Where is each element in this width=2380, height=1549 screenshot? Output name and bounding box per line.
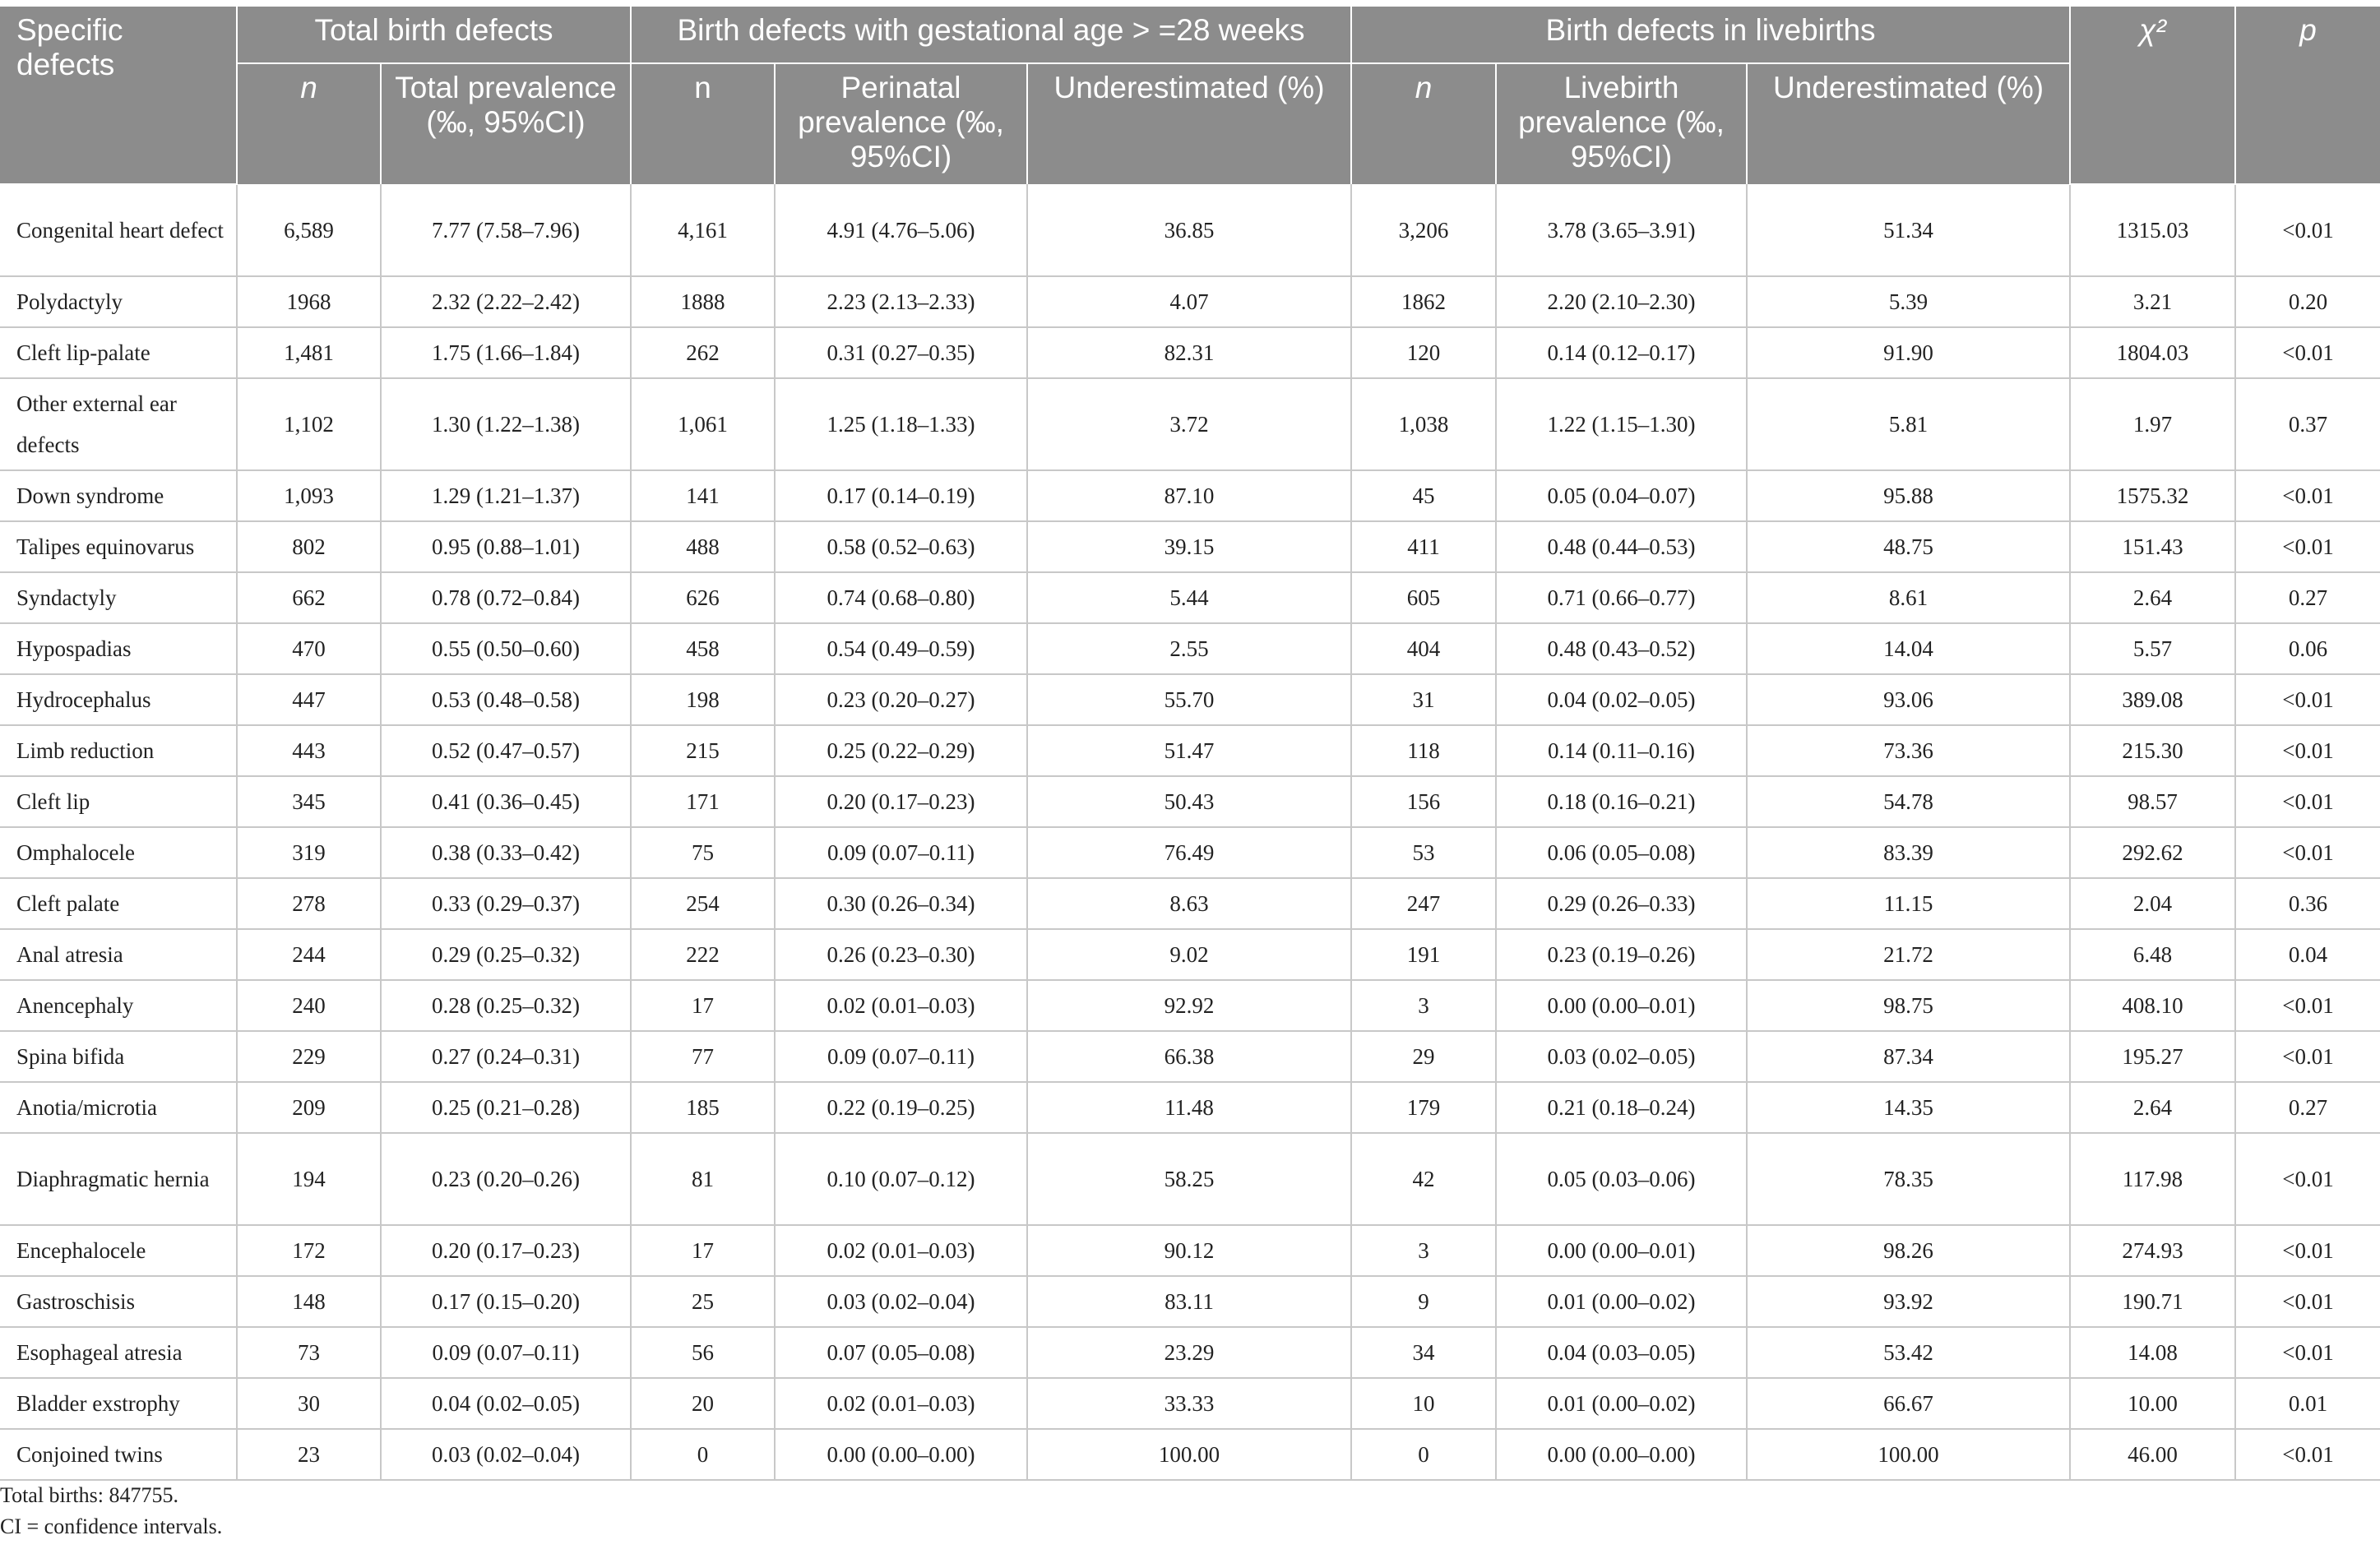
cell-total-prevalence: 1.30 (1.22–1.38): [381, 378, 631, 470]
cell-underestimated-livebirths: 8.61: [1747, 572, 2070, 623]
cell-total-prevalence: 7.77 (7.58–7.96): [381, 184, 631, 276]
cell-p-value: <0.01: [2235, 1225, 2380, 1276]
cell-n-gestational: 25: [631, 1276, 775, 1327]
cell-p-value: 0.04: [2235, 929, 2380, 980]
cell-n-total: 209: [237, 1082, 381, 1133]
footnote-ci-definition: CI = confidence intervals.: [0, 1514, 223, 1538]
cell-n-gestational: 488: [631, 521, 775, 572]
cell-chi-square: 1804.03: [2070, 327, 2235, 378]
cell-n-gestational: 0: [631, 1429, 775, 1480]
cell-defect-name: Other external ear defects: [0, 378, 237, 470]
cell-chi-square: 408.10: [2070, 980, 2235, 1031]
cell-underestimated-gestational: 100.00: [1027, 1429, 1351, 1480]
cell-defect-name: Cleft palate: [0, 878, 237, 929]
cell-underestimated-gestational: 9.02: [1027, 929, 1351, 980]
cell-n-total: 470: [237, 623, 381, 674]
cell-underestimated-livebirths: 93.92: [1747, 1276, 2070, 1327]
cell-p-value: <0.01: [2235, 521, 2380, 572]
cell-underestimated-livebirths: 91.90: [1747, 327, 2070, 378]
cell-livebirth-prevalence: 2.20 (2.10–2.30): [1496, 276, 1747, 327]
cell-livebirth-prevalence: 0.21 (0.18–0.24): [1496, 1082, 1747, 1133]
cell-perinatal-prevalence: 0.30 (0.26–0.34): [775, 878, 1027, 929]
cell-underestimated-livebirths: 54.78: [1747, 776, 2070, 827]
cell-p-value: 0.06: [2235, 623, 2380, 674]
cell-chi-square: 151.43: [2070, 521, 2235, 572]
table-row: [0, 980, 2380, 1031]
cell-n-livebirths: 1,038: [1351, 378, 1496, 470]
defects-table-container: [0, 7, 2380, 1481]
cell-perinatal-prevalence: 1.25 (1.18–1.33): [775, 378, 1027, 470]
cell-livebirth-prevalence: 0.04 (0.02–0.05): [1496, 674, 1747, 725]
cell-n-livebirths: 34: [1351, 1327, 1496, 1378]
table-row: [0, 623, 2380, 674]
cell-livebirth-prevalence: 0.18 (0.16–0.21): [1496, 776, 1747, 827]
cell-chi-square: 1315.03: [2070, 184, 2235, 276]
cell-chi-square: 2.64: [2070, 1082, 2235, 1133]
cell-n-gestational: 77: [631, 1031, 775, 1082]
cell-n-livebirths: 404: [1351, 623, 1496, 674]
table-row: [0, 929, 2380, 980]
cell-defect-name: Esophageal atresia: [0, 1327, 237, 1378]
header-underestimated-gestational: Underestimated (%): [1027, 63, 1351, 184]
cell-perinatal-prevalence: 0.10 (0.07–0.12): [775, 1133, 1027, 1225]
cell-p-value: <0.01: [2235, 1276, 2380, 1327]
cell-chi-square: 46.00: [2070, 1429, 2235, 1480]
cell-perinatal-prevalence: 0.09 (0.07–0.11): [775, 1031, 1027, 1082]
cell-underestimated-livebirths: 48.75: [1747, 521, 2070, 572]
cell-p-value: 0.37: [2235, 378, 2380, 470]
cell-perinatal-prevalence: 0.00 (0.00–0.00): [775, 1429, 1027, 1480]
cell-underestimated-gestational: 92.92: [1027, 980, 1351, 1031]
cell-underestimated-gestational: 87.10: [1027, 470, 1351, 521]
cell-n-livebirths: 0: [1351, 1429, 1496, 1480]
cell-chi-square: 10.00: [2070, 1378, 2235, 1429]
cell-perinatal-prevalence: 0.03 (0.02–0.04): [775, 1276, 1027, 1327]
cell-livebirth-prevalence: 0.01 (0.00–0.02): [1496, 1276, 1747, 1327]
cell-p-value: 0.20: [2235, 276, 2380, 327]
cell-total-prevalence: 0.17 (0.15–0.20): [381, 1276, 631, 1327]
cell-n-total: 447: [237, 674, 381, 725]
cell-total-prevalence: 1.29 (1.21–1.37): [381, 470, 631, 521]
cell-defect-name: Cleft lip-palate: [0, 327, 237, 378]
cell-defect-name: Hydrocephalus: [0, 674, 237, 725]
cell-perinatal-prevalence: 0.74 (0.68–0.80): [775, 572, 1027, 623]
cell-chi-square: 3.21: [2070, 276, 2235, 327]
cell-n-total: 30: [237, 1378, 381, 1429]
cell-total-prevalence: 0.04 (0.02–0.05): [381, 1378, 631, 1429]
cell-p-value: <0.01: [2235, 1327, 2380, 1378]
cell-n-gestational: 458: [631, 623, 775, 674]
cell-defect-name: Diaphragmatic hernia: [0, 1133, 237, 1225]
table-body: [0, 184, 2380, 1480]
cell-p-value: <0.01: [2235, 827, 2380, 878]
table-header: [0, 7, 2380, 184]
cell-total-prevalence: 0.38 (0.33–0.42): [381, 827, 631, 878]
cell-chi-square: 117.98: [2070, 1133, 2235, 1225]
cell-n-total: 662: [237, 572, 381, 623]
cell-underestimated-gestational: 76.49: [1027, 827, 1351, 878]
cell-n-livebirths: 179: [1351, 1082, 1496, 1133]
cell-chi-square: 292.62: [2070, 827, 2235, 878]
cell-defect-name: Bladder exstrophy: [0, 1378, 237, 1429]
table-row: [0, 276, 2380, 327]
cell-n-gestational: 17: [631, 1225, 775, 1276]
cell-defect-name: Anal atresia: [0, 929, 237, 980]
cell-underestimated-livebirths: 5.81: [1747, 378, 2070, 470]
table-row: [0, 1031, 2380, 1082]
cell-underestimated-gestational: 33.33: [1027, 1378, 1351, 1429]
cell-n-gestational: 4,161: [631, 184, 775, 276]
cell-n-livebirths: 118: [1351, 725, 1496, 776]
cell-n-livebirths: 3,206: [1351, 184, 1496, 276]
cell-chi-square: 389.08: [2070, 674, 2235, 725]
cell-total-prevalence: 0.20 (0.17–0.23): [381, 1225, 631, 1276]
header-livebirths-group: Birth defects in livebirths: [1351, 7, 2070, 63]
cell-defect-name: Hypospadias: [0, 623, 237, 674]
cell-total-prevalence: 0.28 (0.25–0.32): [381, 980, 631, 1031]
cell-n-total: 1968: [237, 276, 381, 327]
cell-livebirth-prevalence: 0.03 (0.02–0.05): [1496, 1031, 1747, 1082]
header-gestational-age-group: Birth defects with gestational age > =28 weeks: [631, 7, 1351, 63]
cell-n-gestational: 56: [631, 1327, 775, 1378]
cell-n-total: 345: [237, 776, 381, 827]
cell-underestimated-livebirths: 78.35: [1747, 1133, 2070, 1225]
cell-perinatal-prevalence: 0.07 (0.05–0.08): [775, 1327, 1027, 1378]
table-row: [0, 1133, 2380, 1225]
cell-perinatal-prevalence: 0.22 (0.19–0.25): [775, 1082, 1027, 1133]
cell-n-total: 23: [237, 1429, 381, 1480]
cell-underestimated-livebirths: 93.06: [1747, 674, 2070, 725]
cell-underestimated-livebirths: 98.75: [1747, 980, 2070, 1031]
cell-perinatal-prevalence: 0.17 (0.14–0.19): [775, 470, 1027, 521]
cell-underestimated-gestational: 50.43: [1027, 776, 1351, 827]
cell-underestimated-gestational: 5.44: [1027, 572, 1351, 623]
cell-defect-name: Syndactyly: [0, 572, 237, 623]
cell-n-gestational: 215: [631, 725, 775, 776]
header-n-total: n: [237, 63, 381, 184]
cell-perinatal-prevalence: 0.54 (0.49–0.59): [775, 623, 1027, 674]
cell-chi-square: 5.57: [2070, 623, 2235, 674]
cell-underestimated-livebirths: 95.88: [1747, 470, 2070, 521]
cell-total-prevalence: 0.53 (0.48–0.58): [381, 674, 631, 725]
cell-p-value: 0.36: [2235, 878, 2380, 929]
cell-n-livebirths: 53: [1351, 827, 1496, 878]
cell-n-livebirths: 42: [1351, 1133, 1496, 1225]
cell-n-livebirths: 247: [1351, 878, 1496, 929]
cell-n-total: 278: [237, 878, 381, 929]
cell-livebirth-prevalence: 0.00 (0.00–0.01): [1496, 980, 1747, 1031]
cell-total-prevalence: 0.55 (0.50–0.60): [381, 623, 631, 674]
cell-total-prevalence: 1.75 (1.66–1.84): [381, 327, 631, 378]
cell-underestimated-gestational: 58.25: [1027, 1133, 1351, 1225]
cell-underestimated-gestational: 39.15: [1027, 521, 1351, 572]
cell-n-total: 148: [237, 1276, 381, 1327]
cell-total-prevalence: 0.23 (0.20–0.26): [381, 1133, 631, 1225]
cell-p-value: <0.01: [2235, 327, 2380, 378]
cell-perinatal-prevalence: 0.58 (0.52–0.63): [775, 521, 1027, 572]
table-row: [0, 1378, 2380, 1429]
cell-n-gestational: 81: [631, 1133, 775, 1225]
cell-livebirth-prevalence: 0.06 (0.05–0.08): [1496, 827, 1747, 878]
cell-n-total: 240: [237, 980, 381, 1031]
cell-underestimated-gestational: 55.70: [1027, 674, 1351, 725]
cell-n-gestational: 185: [631, 1082, 775, 1133]
cell-perinatal-prevalence: 0.20 (0.17–0.23): [775, 776, 1027, 827]
cell-chi-square: 1.97: [2070, 378, 2235, 470]
cell-total-prevalence: 0.52 (0.47–0.57): [381, 725, 631, 776]
cell-livebirth-prevalence: 0.29 (0.26–0.33): [1496, 878, 1747, 929]
table-row: [0, 725, 2380, 776]
cell-defect-name: Talipes equinovarus: [0, 521, 237, 572]
table-row: [0, 521, 2380, 572]
cell-n-gestational: 262: [631, 327, 775, 378]
cell-n-livebirths: 156: [1351, 776, 1496, 827]
cell-total-prevalence: 0.41 (0.36–0.45): [381, 776, 631, 827]
header-p-value: p: [2235, 7, 2380, 184]
cell-underestimated-gestational: 66.38: [1027, 1031, 1351, 1082]
cell-defect-name: Limb reduction: [0, 725, 237, 776]
cell-chi-square: 98.57: [2070, 776, 2235, 827]
table-row: [0, 1429, 2380, 1480]
cell-livebirth-prevalence: 0.05 (0.03–0.06): [1496, 1133, 1747, 1225]
cell-perinatal-prevalence: 0.23 (0.20–0.27): [775, 674, 1027, 725]
cell-defect-name: Polydactyly: [0, 276, 237, 327]
header-total-prevalence: Total prevalence (‰, 95%CI): [381, 63, 631, 184]
cell-defect-name: Encephalocele: [0, 1225, 237, 1276]
header-livebirth-prevalence: Livebirth prevalence (‰, 95%CI): [1496, 63, 1747, 184]
cell-livebirth-prevalence: 0.71 (0.66–0.77): [1496, 572, 1747, 623]
cell-total-prevalence: 0.78 (0.72–0.84): [381, 572, 631, 623]
table-row: [0, 184, 2380, 276]
cell-defect-name: Omphalocele: [0, 827, 237, 878]
cell-livebirth-prevalence: 3.78 (3.65–3.91): [1496, 184, 1747, 276]
cell-n-gestational: 222: [631, 929, 775, 980]
cell-n-gestational: 1,061: [631, 378, 775, 470]
table-row: [0, 1082, 2380, 1133]
cell-livebirth-prevalence: 0.14 (0.11–0.16): [1496, 725, 1747, 776]
cell-p-value: <0.01: [2235, 184, 2380, 276]
header-underestimated-livebirths: Underestimated (%): [1747, 63, 2070, 184]
cell-n-total: 802: [237, 521, 381, 572]
cell-p-value: <0.01: [2235, 1429, 2380, 1480]
cell-total-prevalence: 2.32 (2.22–2.42): [381, 276, 631, 327]
cell-p-value: <0.01: [2235, 470, 2380, 521]
cell-n-livebirths: 120: [1351, 327, 1496, 378]
cell-chi-square: 2.04: [2070, 878, 2235, 929]
cell-n-total: 1,102: [237, 378, 381, 470]
cell-defect-name: Down syndrome: [0, 470, 237, 521]
cell-underestimated-livebirths: 87.34: [1747, 1031, 2070, 1082]
cell-p-value: <0.01: [2235, 980, 2380, 1031]
cell-n-gestational: 20: [631, 1378, 775, 1429]
cell-p-value: <0.01: [2235, 776, 2380, 827]
cell-n-livebirths: 605: [1351, 572, 1496, 623]
cell-perinatal-prevalence: 4.91 (4.76–5.06): [775, 184, 1027, 276]
cell-n-livebirths: 45: [1351, 470, 1496, 521]
cell-total-prevalence: 0.29 (0.25–0.32): [381, 929, 631, 980]
cell-underestimated-gestational: 82.31: [1027, 327, 1351, 378]
cell-perinatal-prevalence: 0.02 (0.01–0.03): [775, 1225, 1027, 1276]
cell-n-gestational: 75: [631, 827, 775, 878]
cell-underestimated-livebirths: 51.34: [1747, 184, 2070, 276]
cell-underestimated-gestational: 8.63: [1027, 878, 1351, 929]
cell-p-value: 0.27: [2235, 572, 2380, 623]
cell-n-total: 443: [237, 725, 381, 776]
cell-livebirth-prevalence: 0.01 (0.00–0.02): [1496, 1378, 1747, 1429]
cell-underestimated-livebirths: 21.72: [1747, 929, 2070, 980]
cell-n-total: 6,589: [237, 184, 381, 276]
cell-underestimated-livebirths: 73.36: [1747, 725, 2070, 776]
cell-defect-name: Anencephaly: [0, 980, 237, 1031]
cell-p-value: <0.01: [2235, 1031, 2380, 1082]
cell-underestimated-gestational: 36.85: [1027, 184, 1351, 276]
cell-n-total: 229: [237, 1031, 381, 1082]
header-n-livebirths: n: [1351, 63, 1496, 184]
cell-total-prevalence: 0.03 (0.02–0.04): [381, 1429, 631, 1480]
cell-total-prevalence: 0.27 (0.24–0.31): [381, 1031, 631, 1082]
cell-n-livebirths: 191: [1351, 929, 1496, 980]
cell-n-gestational: 198: [631, 674, 775, 725]
cell-n-livebirths: 3: [1351, 980, 1496, 1031]
cell-n-livebirths: 31: [1351, 674, 1496, 725]
cell-defect-name: Gastroschisis: [0, 1276, 237, 1327]
cell-chi-square: 274.93: [2070, 1225, 2235, 1276]
cell-n-livebirths: 411: [1351, 521, 1496, 572]
cell-underestimated-gestational: 4.07: [1027, 276, 1351, 327]
cell-n-total: 194: [237, 1133, 381, 1225]
cell-defect-name: Cleft lip: [0, 776, 237, 827]
table-row: [0, 1276, 2380, 1327]
cell-n-gestational: 171: [631, 776, 775, 827]
cell-p-value: <0.01: [2235, 725, 2380, 776]
cell-livebirth-prevalence: 0.00 (0.00–0.01): [1496, 1225, 1747, 1276]
cell-n-total: 172: [237, 1225, 381, 1276]
cell-defect-name: Spina bifida: [0, 1031, 237, 1082]
table-row: [0, 674, 2380, 725]
cell-total-prevalence: 0.25 (0.21–0.28): [381, 1082, 631, 1133]
table-row: [0, 327, 2380, 378]
cell-perinatal-prevalence: 0.02 (0.01–0.03): [775, 980, 1027, 1031]
cell-n-total: 319: [237, 827, 381, 878]
cell-livebirth-prevalence: 0.05 (0.04–0.07): [1496, 470, 1747, 521]
cell-n-total: 1,481: [237, 327, 381, 378]
cell-chi-square: 14.08: [2070, 1327, 2235, 1378]
cell-n-gestational: 17: [631, 980, 775, 1031]
header-n-gestational: n: [631, 63, 775, 184]
header-specific-defects: Specific defects: [0, 7, 237, 184]
cell-perinatal-prevalence: 0.25 (0.22–0.29): [775, 725, 1027, 776]
cell-underestimated-livebirths: 14.04: [1747, 623, 2070, 674]
birth-defects-table: [0, 7, 2380, 1481]
cell-underestimated-gestational: 90.12: [1027, 1225, 1351, 1276]
cell-livebirth-prevalence: 0.48 (0.44–0.53): [1496, 521, 1747, 572]
cell-underestimated-livebirths: 53.42: [1747, 1327, 2070, 1378]
cell-total-prevalence: 0.33 (0.29–0.37): [381, 878, 631, 929]
cell-underestimated-livebirths: 83.39: [1747, 827, 2070, 878]
cell-p-value: <0.01: [2235, 1133, 2380, 1225]
cell-livebirth-prevalence: 0.00 (0.00–0.00): [1496, 1429, 1747, 1480]
table-row: [0, 378, 2380, 470]
cell-p-value: <0.01: [2235, 674, 2380, 725]
cell-n-livebirths: 10: [1351, 1378, 1496, 1429]
cell-n-livebirths: 3: [1351, 1225, 1496, 1276]
cell-underestimated-livebirths: 14.35: [1747, 1082, 2070, 1133]
table-row: [0, 878, 2380, 929]
cell-n-total: 1,093: [237, 470, 381, 521]
cell-chi-square: 195.27: [2070, 1031, 2235, 1082]
cell-n-gestational: 626: [631, 572, 775, 623]
table-row: [0, 572, 2380, 623]
cell-defect-name: Anotia/microtia: [0, 1082, 237, 1133]
cell-perinatal-prevalence: 2.23 (2.13–2.33): [775, 276, 1027, 327]
cell-underestimated-gestational: 83.11: [1027, 1276, 1351, 1327]
cell-chi-square: 1575.32: [2070, 470, 2235, 521]
cell-p-value: 0.27: [2235, 1082, 2380, 1133]
footnote-total-births: Total births: 847755.: [0, 1483, 179, 1507]
cell-underestimated-livebirths: 11.15: [1747, 878, 2070, 929]
cell-underestimated-gestational: 3.72: [1027, 378, 1351, 470]
cell-n-livebirths: 9: [1351, 1276, 1496, 1327]
cell-perinatal-prevalence: 0.26 (0.23–0.30): [775, 929, 1027, 980]
table-row: [0, 470, 2380, 521]
header-chi-square: χ²: [2070, 7, 2235, 184]
cell-underestimated-livebirths: 5.39: [1747, 276, 2070, 327]
cell-livebirth-prevalence: 0.23 (0.19–0.26): [1496, 929, 1747, 980]
cell-n-total: 244: [237, 929, 381, 980]
cell-underestimated-gestational: 23.29: [1027, 1327, 1351, 1378]
table-row: [0, 776, 2380, 827]
cell-underestimated-livebirths: 98.26: [1747, 1225, 2070, 1276]
cell-livebirth-prevalence: 0.48 (0.43–0.52): [1496, 623, 1747, 674]
table-row: [0, 1327, 2380, 1378]
header-perinatal-prevalence: Perinatal prevalence (‰, 95%CI): [775, 63, 1027, 184]
cell-livebirth-prevalence: 0.04 (0.03–0.05): [1496, 1327, 1747, 1378]
cell-underestimated-gestational: 11.48: [1027, 1082, 1351, 1133]
cell-total-prevalence: 0.95 (0.88–1.01): [381, 521, 631, 572]
cell-perinatal-prevalence: 0.02 (0.01–0.03): [775, 1378, 1027, 1429]
cell-underestimated-livebirths: 100.00: [1747, 1429, 2070, 1480]
table-row: [0, 827, 2380, 878]
cell-chi-square: 2.64: [2070, 572, 2235, 623]
cell-chi-square: 6.48: [2070, 929, 2235, 980]
cell-p-value: 0.01: [2235, 1378, 2380, 1429]
cell-livebirth-prevalence: 0.14 (0.12–0.17): [1496, 327, 1747, 378]
cell-n-gestational: 1888: [631, 276, 775, 327]
table-row: [0, 1225, 2380, 1276]
cell-underestimated-gestational: 2.55: [1027, 623, 1351, 674]
header-total-birth-defects: Total birth defects: [237, 7, 631, 63]
table-footnotes: [0, 1480, 222, 1542]
cell-perinatal-prevalence: 0.31 (0.27–0.35): [775, 327, 1027, 378]
cell-n-livebirths: 1862: [1351, 276, 1496, 327]
cell-n-livebirths: 29: [1351, 1031, 1496, 1082]
cell-livebirth-prevalence: 1.22 (1.15–1.30): [1496, 378, 1747, 470]
cell-n-total: 73: [237, 1327, 381, 1378]
cell-total-prevalence: 0.09 (0.07–0.11): [381, 1327, 631, 1378]
cell-chi-square: 215.30: [2070, 725, 2235, 776]
cell-underestimated-livebirths: 66.67: [1747, 1378, 2070, 1429]
cell-defect-name: Congenital heart defect: [0, 184, 237, 276]
cell-underestimated-gestational: 51.47: [1027, 725, 1351, 776]
cell-perinatal-prevalence: 0.09 (0.07–0.11): [775, 827, 1027, 878]
cell-chi-square: 190.71: [2070, 1276, 2235, 1327]
cell-defect-name: Conjoined twins: [0, 1429, 237, 1480]
cell-n-gestational: 254: [631, 878, 775, 929]
cell-n-gestational: 141: [631, 470, 775, 521]
